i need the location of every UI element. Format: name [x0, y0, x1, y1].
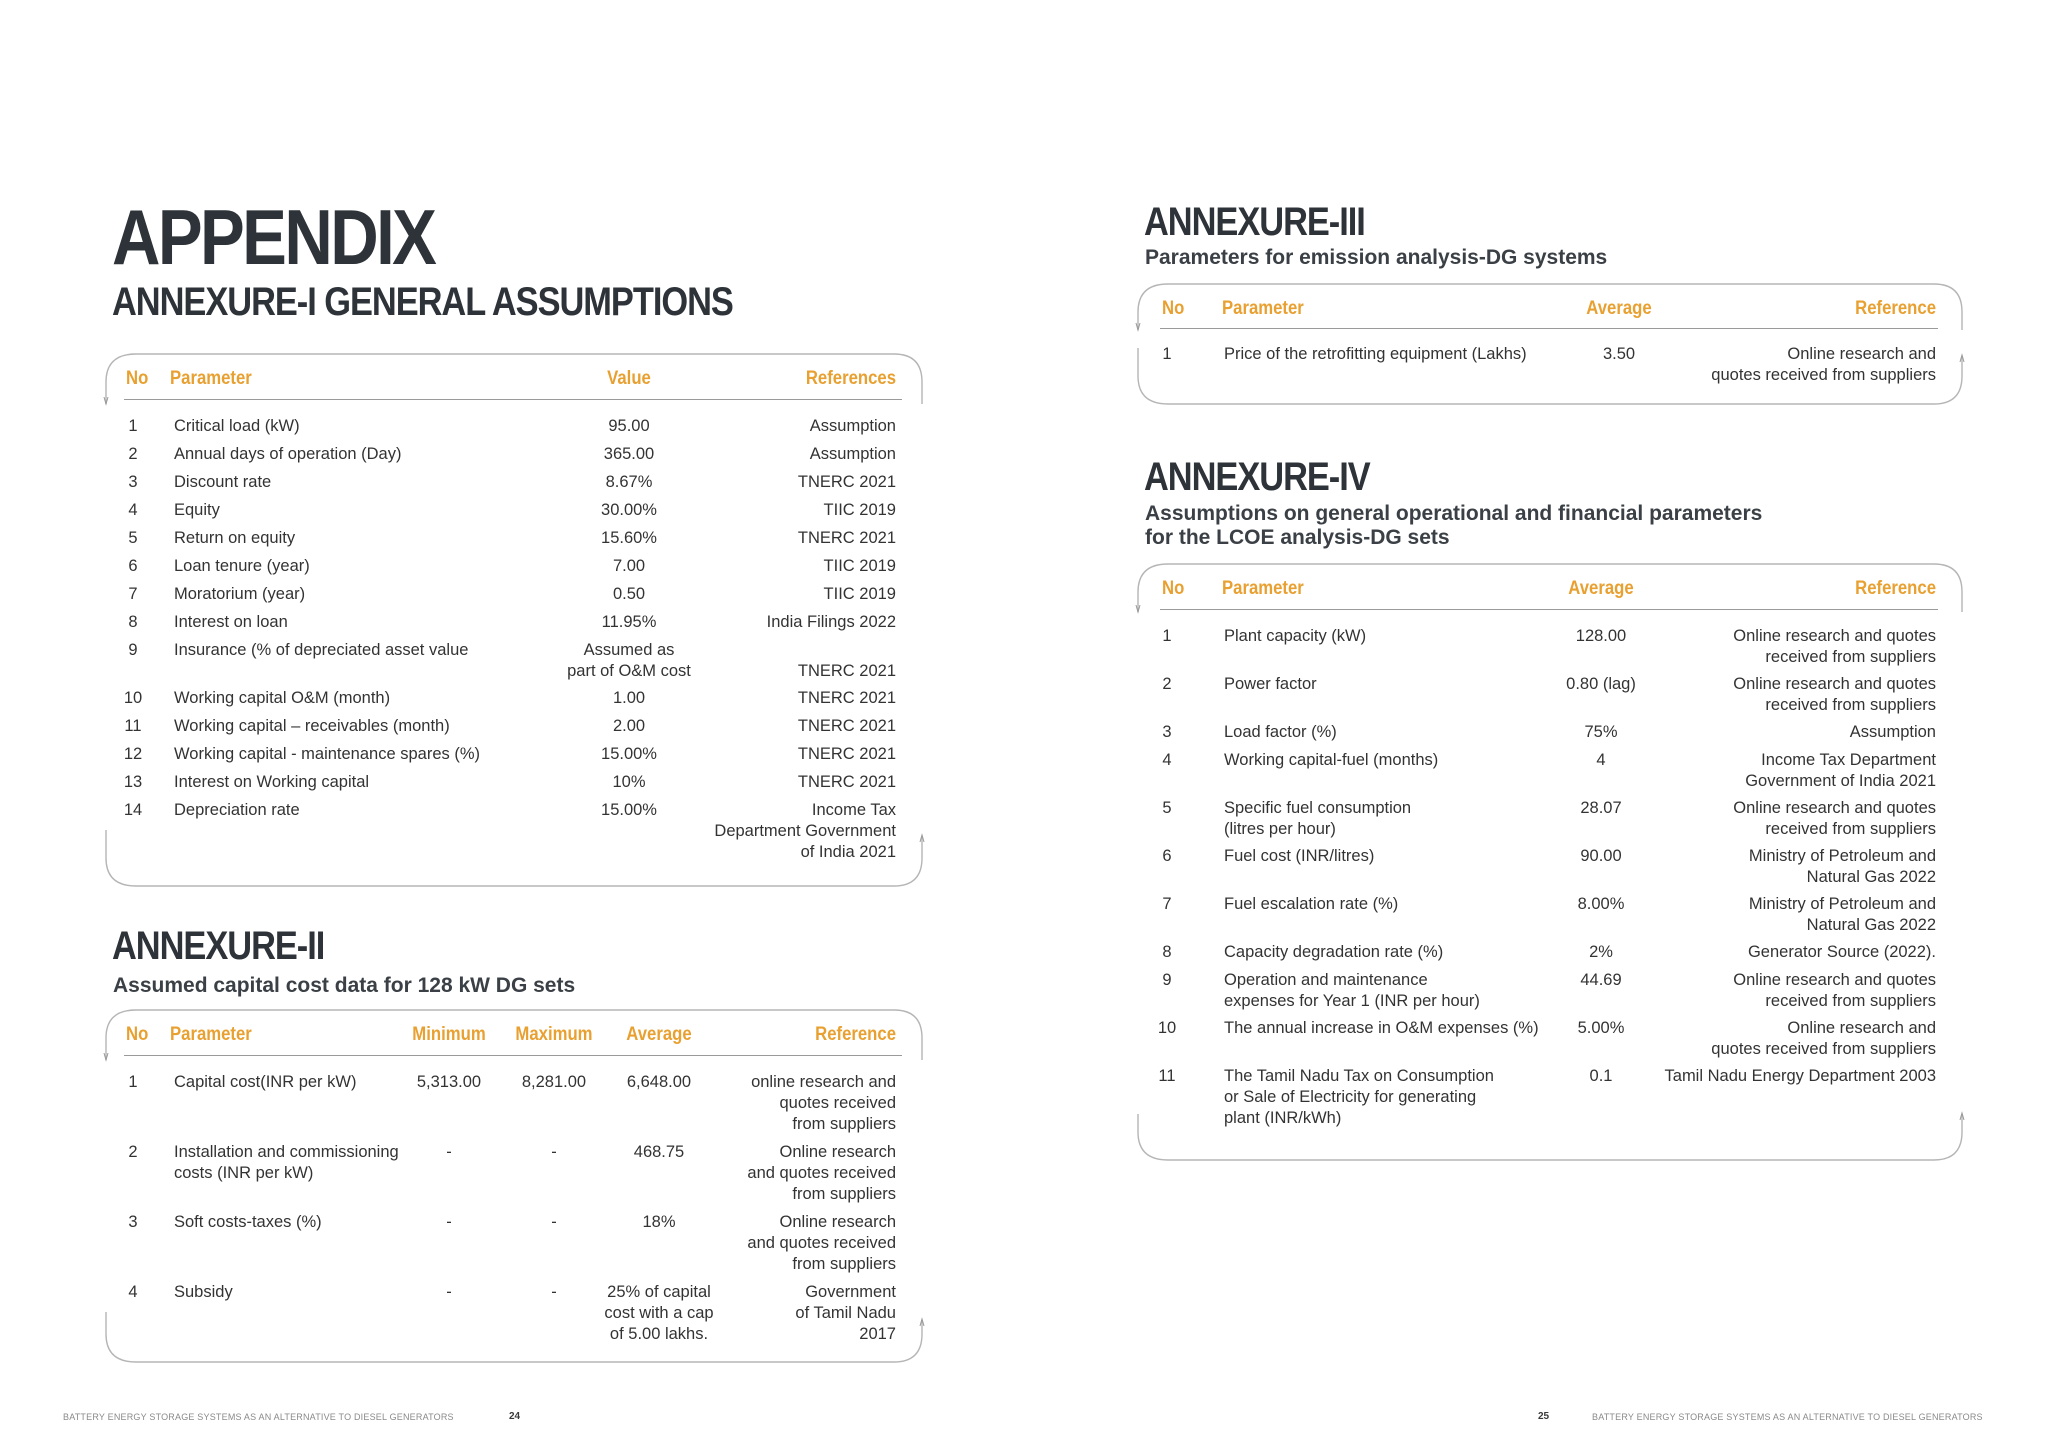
row-number: 9	[128, 641, 138, 659]
average-cell: 18%	[642, 1213, 676, 1231]
row-number: 6	[1162, 847, 1172, 865]
reference-cell: of Tamil Nadu	[795, 1304, 896, 1322]
row-number: 1	[1162, 345, 1172, 363]
value-cell: 1.00	[612, 689, 646, 707]
reference-cell: Natural Gas 2022	[1806, 916, 1936, 934]
maximum-cell: -	[551, 1143, 557, 1161]
annexure-4-table	[1136, 562, 1966, 1162]
parameter-cell: Working capital - maintenance spares (%)	[174, 745, 480, 763]
average-cell: 5.00%	[1577, 1019, 1625, 1037]
maximum-cell: -	[551, 1283, 557, 1301]
reference-cell: Assumption	[1849, 723, 1936, 741]
row-number: 11	[1158, 1067, 1176, 1085]
annexure-3-subtitle: Parameters for emission analysis-DG systems	[1145, 246, 1608, 269]
parameter-cell: Moratorium (year)	[174, 585, 306, 603]
row-number: 11	[124, 717, 142, 735]
annexure-1-title: ANNEXURE-I GENERAL ASSUMPTIONS	[112, 280, 733, 324]
reference-cell: quotes received	[779, 1094, 896, 1112]
parameter-cell: Specific fuel consumption	[1224, 799, 1412, 817]
minimum-cell: -	[446, 1213, 452, 1231]
row-number: 12	[123, 745, 143, 763]
average-cell: of 5.00 lakhs.	[609, 1325, 709, 1343]
col-header-no: No	[1162, 298, 1185, 319]
reference-cell: Natural Gas 2022	[1806, 868, 1936, 886]
col-header-minimum: Minimum	[412, 1024, 486, 1045]
parameter-cell: Fuel escalation rate (%)	[1224, 895, 1399, 913]
parameter-cell: Capital cost(INR per kW)	[174, 1073, 357, 1091]
average-cell: cost with a cap	[604, 1304, 714, 1322]
annexure-4-subtitle-line2: for the LCOE analysis-DG sets	[1145, 526, 1450, 549]
col-header-maximum: Maximum	[515, 1024, 593, 1045]
parameter-cell: Equity	[174, 501, 220, 519]
annexure-2-title: ANNEXURE-II	[112, 924, 325, 968]
row-number: 2	[128, 445, 138, 463]
reference-cell: and quotes received	[747, 1164, 896, 1182]
row-number: 9	[1162, 971, 1172, 989]
value-cell: 8.67%	[605, 473, 653, 491]
average-cell: 0.1	[1589, 1067, 1613, 1085]
parameter-cell: expenses for Year 1 (INR per hour)	[1224, 992, 1480, 1010]
reference-cell: Online research	[779, 1143, 896, 1161]
col-header-average: Average	[626, 1024, 692, 1045]
value-cell: Assumed as	[583, 641, 675, 659]
parameter-cell: Depreciation rate	[174, 801, 300, 819]
annexure-2-subtitle: Assumed capital cost data for 128 kW DG sets	[113, 974, 576, 997]
reference-cell: Online research and quotes	[1733, 799, 1936, 817]
reference-cell: Government of India 2021	[1745, 772, 1936, 790]
parameter-cell: Critical load (kW)	[174, 417, 300, 435]
value-cell: part of O&M cost	[567, 662, 691, 680]
reference-cell: quotes received from suppliers	[1711, 366, 1936, 384]
minimum-cell: -	[446, 1143, 452, 1161]
reference-cell: received from suppliers	[1765, 992, 1936, 1010]
reference-cell: Ministry of Petroleum and	[1748, 847, 1936, 865]
parameter-cell: The Tamil Nadu Tax on Consumption	[1224, 1067, 1494, 1085]
reference-cell: Income Tax	[811, 801, 896, 819]
page-number: 25	[1538, 1411, 1550, 1422]
value-cell: 2.00	[612, 717, 646, 735]
average-cell: 4	[1596, 751, 1606, 769]
row-number: 5	[128, 529, 138, 547]
row-number: 10	[123, 689, 143, 707]
reference-cell: 2017	[859, 1325, 896, 1343]
col-header-reference: Reference	[1855, 578, 1936, 599]
parameter-cell: Loan tenure (year)	[174, 557, 310, 575]
value-cell: 7.00	[612, 557, 646, 575]
parameter-cell: Fuel cost (INR/litres)	[1224, 847, 1375, 865]
reference-cell: Department Government	[714, 822, 896, 840]
parameter-cell: Capacity degradation rate (%)	[1224, 943, 1444, 961]
parameter-cell: Working capital – receivables (month)	[174, 717, 450, 735]
reference-cell: from suppliers	[792, 1185, 896, 1203]
parameter-cell: Interest on loan	[174, 613, 288, 631]
value-cell: 365.00	[603, 445, 655, 463]
average-cell: 3.50	[1602, 345, 1636, 363]
row-number: 4	[128, 501, 138, 519]
average-cell: 0.80 (lag)	[1566, 675, 1636, 693]
page-25	[1024, 0, 2048, 1448]
reference-cell: TNERC 2021	[797, 662, 896, 680]
row-number: 2	[1162, 675, 1172, 693]
row-number: 4	[1162, 751, 1172, 769]
value-cell: 0.50	[612, 585, 646, 603]
reference-cell: Online research	[779, 1213, 896, 1231]
header-rule	[1160, 609, 1938, 610]
reference-cell: India Filings 2022	[766, 613, 896, 631]
parameter-cell: Insurance (% of depreciated asset value	[174, 641, 469, 659]
reference-cell: TNERC 2021	[797, 717, 896, 735]
value-cell: 15.00%	[601, 801, 657, 819]
reference-cell: Online research and	[1787, 345, 1936, 363]
parameter-cell: (litres per hour)	[1224, 820, 1336, 838]
parameter-cell: Power factor	[1224, 675, 1317, 693]
col-header-references: References	[805, 368, 896, 389]
appendix-title: APPENDIX	[112, 193, 435, 281]
row-number: 7	[128, 585, 138, 603]
header-rule	[124, 399, 902, 400]
reference-cell: Online research and quotes	[1733, 627, 1936, 645]
col-header-parameter: Parameter	[1222, 298, 1304, 319]
minimum-cell: 5,313.00	[416, 1073, 482, 1091]
reference-cell: Income Tax Department	[1761, 751, 1936, 769]
value-cell: 30.00%	[601, 501, 657, 519]
average-cell: 28.07	[1580, 799, 1622, 817]
row-number: 3	[128, 473, 138, 491]
reference-cell: Online research and quotes	[1733, 971, 1936, 989]
annexure-1-table	[104, 352, 926, 888]
reference-cell: TIIC 2019	[823, 585, 896, 603]
row-number: 1	[128, 417, 138, 435]
reference-cell: received from suppliers	[1765, 820, 1936, 838]
parameter-cell: or Sale of Electricity for generating	[1224, 1088, 1477, 1106]
parameter-cell: costs (INR per kW)	[174, 1164, 314, 1182]
average-cell: 128.00	[1575, 627, 1627, 645]
reference-cell: and quotes received	[747, 1234, 896, 1252]
reference-cell: Ministry of Petroleum and	[1748, 895, 1936, 913]
value-cell: 15.00%	[601, 745, 657, 763]
annexure-4-title: ANNEXURE-IV	[1144, 455, 1370, 499]
value-cell: 95.00	[608, 417, 650, 435]
col-header-reference: Reference	[815, 1024, 896, 1045]
value-cell: 11.95%	[601, 613, 657, 631]
average-cell: 8.00%	[1577, 895, 1625, 913]
row-number: 1	[128, 1073, 138, 1091]
row-number: 3	[128, 1213, 138, 1231]
parameter-cell: Working capital O&M (month)	[174, 689, 391, 707]
row-number: 7	[1162, 895, 1172, 913]
parameter-cell: Interest on Working capital	[174, 773, 370, 791]
col-header-no: No	[126, 368, 149, 389]
parameter-cell: Annual days of operation (Day)	[174, 445, 402, 463]
annexure-3-title: ANNEXURE-III	[1144, 200, 1365, 244]
value-cell: 15.60%	[601, 529, 657, 547]
reference-cell: Tamil Nadu Energy Department 2003	[1664, 1067, 1936, 1085]
row-number: 4	[128, 1283, 138, 1301]
row-number: 8	[1162, 943, 1172, 961]
parameter-cell: Soft costs-taxes (%)	[174, 1213, 322, 1231]
col-header-average: Average	[1586, 298, 1652, 319]
parameter-cell: Discount rate	[174, 473, 272, 491]
reference-cell: TNERC 2021	[797, 529, 896, 547]
parameter-cell: Return on equity	[174, 529, 296, 547]
page-number: 24	[509, 1411, 521, 1422]
average-cell: 2%	[1589, 943, 1613, 961]
parameter-cell: plant (INR/kWh)	[1224, 1109, 1342, 1127]
reference-cell: TNERC 2021	[797, 745, 896, 763]
row-number: 2	[128, 1143, 138, 1161]
average-cell: 468.75	[633, 1143, 685, 1161]
annexure-2-table	[104, 1008, 926, 1364]
reference-cell: received from suppliers	[1765, 648, 1936, 666]
col-header-reference: Reference	[1855, 298, 1936, 319]
row-number: 10	[1157, 1019, 1177, 1037]
maximum-cell: -	[551, 1213, 557, 1231]
reference-cell: Government	[805, 1283, 896, 1301]
parameter-cell: Operation and maintenance	[1224, 971, 1428, 989]
reference-cell: TIIC 2019	[823, 501, 896, 519]
maximum-cell: 8,281.00	[521, 1073, 587, 1091]
footer-text: BATTERY ENERGY STORAGE SYSTEMS AS AN ALTERNATIVE TO DIESEL GENERATORS	[63, 1412, 454, 1422]
reference-cell: quotes received from suppliers	[1711, 1040, 1936, 1058]
average-cell: 44.69	[1580, 971, 1622, 989]
reference-cell: Assumption	[809, 445, 896, 463]
parameter-cell: Installation and commissioning	[174, 1143, 399, 1161]
col-header-value: Value	[607, 368, 651, 389]
row-number: 6	[128, 557, 138, 575]
row-number: 3	[1162, 723, 1172, 741]
reference-cell: online research and	[751, 1073, 896, 1091]
average-cell: 6,648.00	[626, 1073, 692, 1091]
parameter-cell: Plant capacity (kW)	[1224, 627, 1367, 645]
average-cell: 25% of capital	[607, 1283, 711, 1301]
reference-cell: TIIC 2019	[823, 557, 896, 575]
row-number: 8	[128, 613, 138, 631]
reference-cell: TNERC 2021	[797, 773, 896, 791]
parameter-cell: The annual increase in O&M expenses (%)	[1224, 1019, 1539, 1037]
minimum-cell: -	[446, 1283, 452, 1301]
parameter-cell: Price of the retrofitting equipment (Lakhs)	[1224, 345, 1527, 363]
annexure-4-subtitle-line1: Assumptions on general operational and financial parameters	[1145, 502, 1763, 525]
average-cell: 90.00	[1580, 847, 1622, 865]
reference-cell: of India 2021	[800, 843, 896, 861]
col-header-parameter: Parameter	[170, 368, 252, 389]
average-cell: 75%	[1584, 723, 1618, 741]
reference-cell: from suppliers	[792, 1255, 896, 1273]
col-header-average: Average	[1568, 578, 1634, 599]
parameter-cell: Working capital-fuel (months)	[1224, 751, 1439, 769]
reference-cell: Online research and	[1787, 1019, 1936, 1037]
annexure-3-table	[1136, 282, 1966, 406]
row-number: 1	[1162, 627, 1172, 645]
reference-cell: Online research and quotes	[1733, 675, 1936, 693]
col-header-no: No	[1162, 578, 1185, 599]
row-number: 14	[123, 801, 143, 819]
parameter-cell: Load factor (%)	[1224, 723, 1337, 741]
row-number: 5	[1162, 799, 1172, 817]
col-header-no: No	[126, 1024, 149, 1045]
reference-cell: received from suppliers	[1765, 696, 1936, 714]
header-rule	[1160, 328, 1938, 329]
reference-cell: Generator Source (2022).	[1747, 943, 1936, 961]
footer-text: BATTERY ENERGY STORAGE SYSTEMS AS AN ALTERNATIVE TO DIESEL GENERATORS	[1592, 1412, 1983, 1422]
row-number: 13	[123, 773, 143, 791]
header-rule	[124, 1055, 902, 1056]
reference-cell: TNERC 2021	[797, 473, 896, 491]
col-header-parameter: Parameter	[1222, 578, 1304, 599]
value-cell: 10%	[612, 773, 646, 791]
parameter-cell: Subsidy	[174, 1283, 233, 1301]
reference-cell: from suppliers	[792, 1115, 896, 1133]
col-header-parameter: Parameter	[170, 1024, 252, 1045]
reference-cell: TNERC 2021	[797, 689, 896, 707]
reference-cell: Assumption	[809, 417, 896, 435]
